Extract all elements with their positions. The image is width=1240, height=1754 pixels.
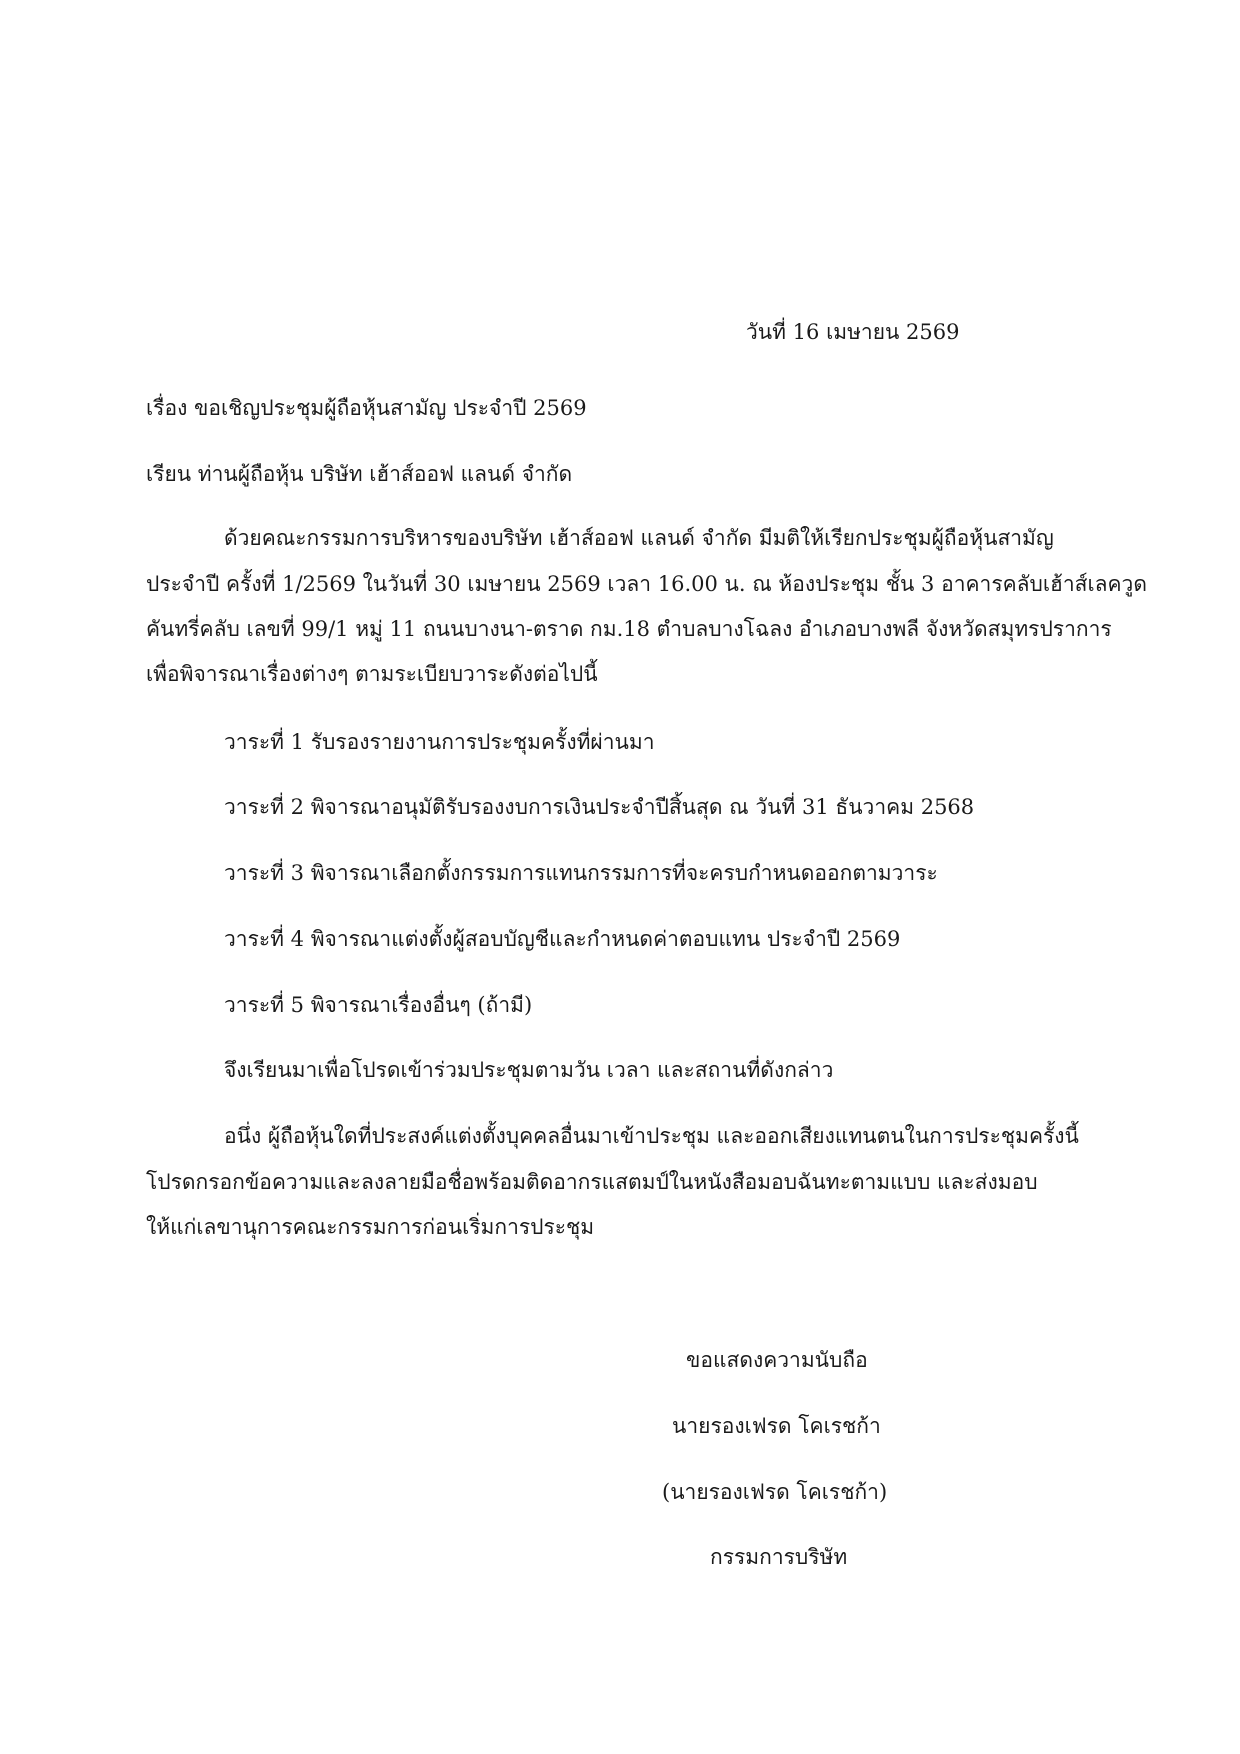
note-line: โปรดกรอกข้อความและลงลายมือชื่อพร้อมติดอากรแสตมป์ในหนังสือมอบฉันทะตามแบบ และส่งมอบ: [146, 1170, 1038, 1194]
body-line: ประจำปี ครั้งที่ 1/2569 ในวันที่ 30 เมษายน 2569 เวลา 16.00 น. ณ ห้องประชุม ชั้น 3 อาคารคลับเฮ้าส์เลควูด: [146, 572, 1147, 596]
agenda-item: วาระที่ 2 พิจารณาอนุมัติรับรองงบการเงินประจำปีสิ้นสุด ณ วันที่ 31 ธันวาคม 2568: [224, 795, 975, 819]
letter-recipient: เรียน ท่านผู้ถือหุ้น บริษัท เฮ้าส์ออฟ แลนด์ จำกัด: [146, 462, 573, 486]
signature-name: นายรองเฟรด โคเรชก้า: [672, 1414, 881, 1438]
note-line: อนึ่ง ผู้ถือหุ้นใดที่ประสงค์แต่งตั้งบุคคลอื่นมาเข้าประชุม และออกเสียงแทนตนในการประชุมครั้งนี้: [224, 1124, 1079, 1148]
agenda-item: วาระที่ 3 พิจารณาเลือกตั้งกรรมการแทนกรรมการที่จะครบกำหนดออกตามวาระ: [224, 861, 938, 885]
closing-line: จึงเรียนมาเพื่อโปรดเข้าร่วมประชุมตามวัน เวลา และสถานที่ดังกล่าว: [224, 1058, 834, 1082]
body-line: คันทรี่คลับ เลขที่ 99/1 หมู่ 11 ถนนบางนา-ตราด กม.18 ตำบลบางโฉลง อำเภอบางพลี จังหวัดสมุทรปราการ: [146, 617, 1112, 641]
signature-regards: ขอแสดงความนับถือ: [686, 1348, 868, 1372]
signature-name-parenthesized: (นายรองเฟรด โคเรชก้า): [662, 1480, 888, 1504]
agenda-item: วาระที่ 4 พิจารณาแต่งตั้งผู้สอบบัญชีและกำหนดค่าตอบแทน ประจำปี 2569: [224, 927, 901, 951]
agenda-item: วาระที่ 1 รับรองรายงานการประชุมครั้งที่ผ่านมา: [224, 730, 655, 754]
note-line: ให้แก่เลขานุการคณะกรรมการก่อนเริ่มการประชุม: [146, 1215, 595, 1239]
letter-date: วันที่ 16 เมษายน 2569: [746, 320, 960, 344]
agenda-item: วาระที่ 5 พิจารณาเรื่องอื่นๆ (ถ้ามี): [224, 993, 533, 1017]
body-line: เพื่อพิจารณาเรื่องต่างๆ ตามระเบียบวาระดังต่อไปนี้: [146, 662, 598, 686]
signature-title: กรรมการบริษัท: [710, 1545, 848, 1569]
body-line: ด้วยคณะกรรมการบริหารของบริษัท เฮ้าส์ออฟ แลนด์ จำกัด มีมติให้เรียกประชุมผู้ถือหุ้นสามัญ: [224, 526, 1054, 550]
letter-subject: เรื่อง ขอเชิญประชุมผู้ถือหุ้นสามัญ ประจำปี 2569: [146, 396, 587, 420]
